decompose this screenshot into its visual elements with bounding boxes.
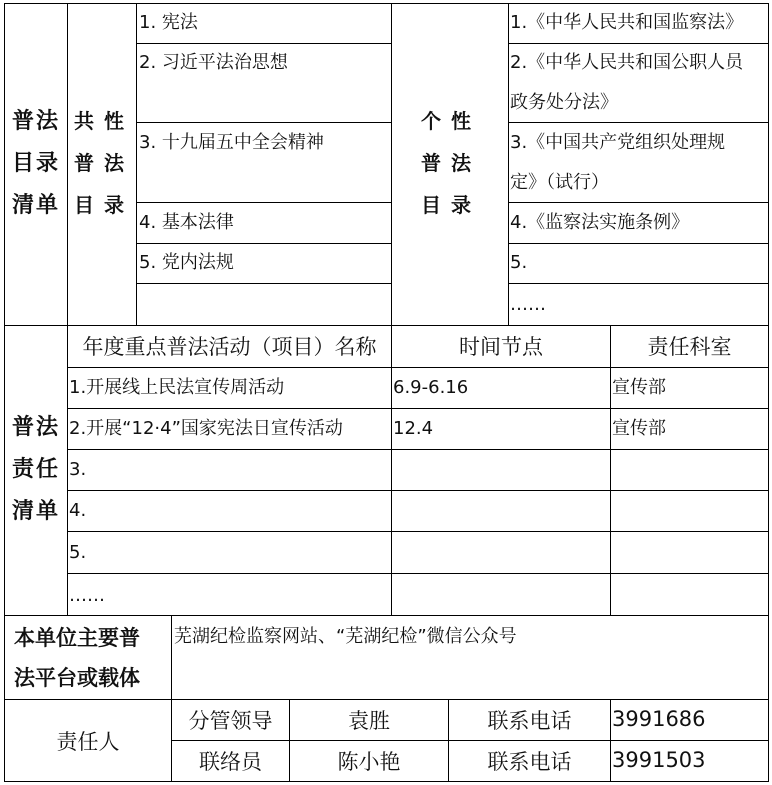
individual-item: 3.《中国共产党组织处理规 (510, 132, 726, 153)
liaison-name: 陈小艳 (337, 750, 401, 774)
platform-label-line2: 法平台或载体 (14, 666, 140, 690)
activity-name: 1.开展线上民法宣传周活动 (69, 377, 285, 398)
activity-cell (391, 573, 611, 616)
activity-name: …… (69, 585, 105, 606)
individual-item: 4.《监察法实施条例》 (510, 212, 690, 233)
individual-item: 政务处分法》 (510, 92, 618, 113)
supervisor-phone-label: 联系电话 (487, 709, 572, 733)
time-header: 时间节点 (459, 335, 543, 359)
activity-department: 宣传部 (612, 377, 666, 398)
liaison-phone: 3991503 (612, 748, 706, 772)
activity-cell (610, 449, 769, 491)
liaison-phone-label: 联系电话 (487, 750, 572, 774)
activity-name: 4. (69, 500, 87, 521)
activity-cell (610, 573, 769, 616)
common-item-cell (136, 283, 392, 326)
platform-value: 芜湖纪检监察网站、“芜湖纪检”微信公众号 (174, 626, 517, 647)
platform-label-line1: 本单位主要普 (14, 626, 140, 650)
activity-cell (67, 449, 392, 491)
activity-cell (391, 490, 611, 532)
individual-item: 1.《中华人民共和国监察法》 (510, 12, 744, 33)
common-item: 2. 习近平法治思想 (139, 52, 288, 73)
individual-item: …… (510, 294, 546, 315)
responsible-label: 责任人 (56, 730, 120, 754)
activity-cell (67, 490, 392, 532)
supervisor-role: 分管领导 (188, 709, 273, 733)
activity-time: 6.9-6.16 (393, 377, 469, 398)
individual-item: 5. (510, 252, 528, 273)
individual-item: 2.《中华人民共和国公职人员 (510, 52, 744, 73)
activity-cell (610, 531, 769, 574)
activity-name: 5. (69, 542, 87, 563)
activity-cell (67, 573, 392, 616)
responsibility-section-title: 普法 责任 清单 (11, 414, 60, 524)
activity-cell (67, 531, 392, 574)
common-item: 1. 宪法 (139, 12, 198, 33)
individual-catalog-title: 个性 普法 目录 (421, 109, 481, 217)
catalog-section-title: 普法 目录 清单 (11, 108, 60, 218)
individual-item: 定》（试行） (510, 172, 609, 193)
activity-time: 12.4 (393, 418, 434, 439)
individual-item-cell (508, 243, 769, 284)
activity-name: 3. (69, 459, 87, 480)
activity-cell (610, 490, 769, 532)
activity-name: 2.开展“12·4”国家宪法日宣传活动 (69, 418, 343, 439)
common-catalog-title: 共性 普法 目录 (74, 109, 134, 217)
common-item: 3. 十九届五中全会精神 (139, 132, 324, 153)
liaison-role: 联络员 (199, 750, 262, 774)
activity-name-header: 年度重点普法活动（项目）名称 (82, 335, 377, 359)
common-item: 4. 基本法律 (139, 212, 234, 233)
activity-cell (391, 531, 611, 574)
supervisor-phone: 3991686 (612, 707, 706, 731)
supervisor-name: 袁胜 (348, 709, 390, 733)
activity-department: 宣传部 (612, 418, 666, 439)
individual-item-cell (508, 283, 769, 326)
common-item: 5. 党内法规 (139, 252, 234, 273)
activity-cell (391, 449, 611, 491)
department-header: 责任科室 (647, 335, 732, 359)
